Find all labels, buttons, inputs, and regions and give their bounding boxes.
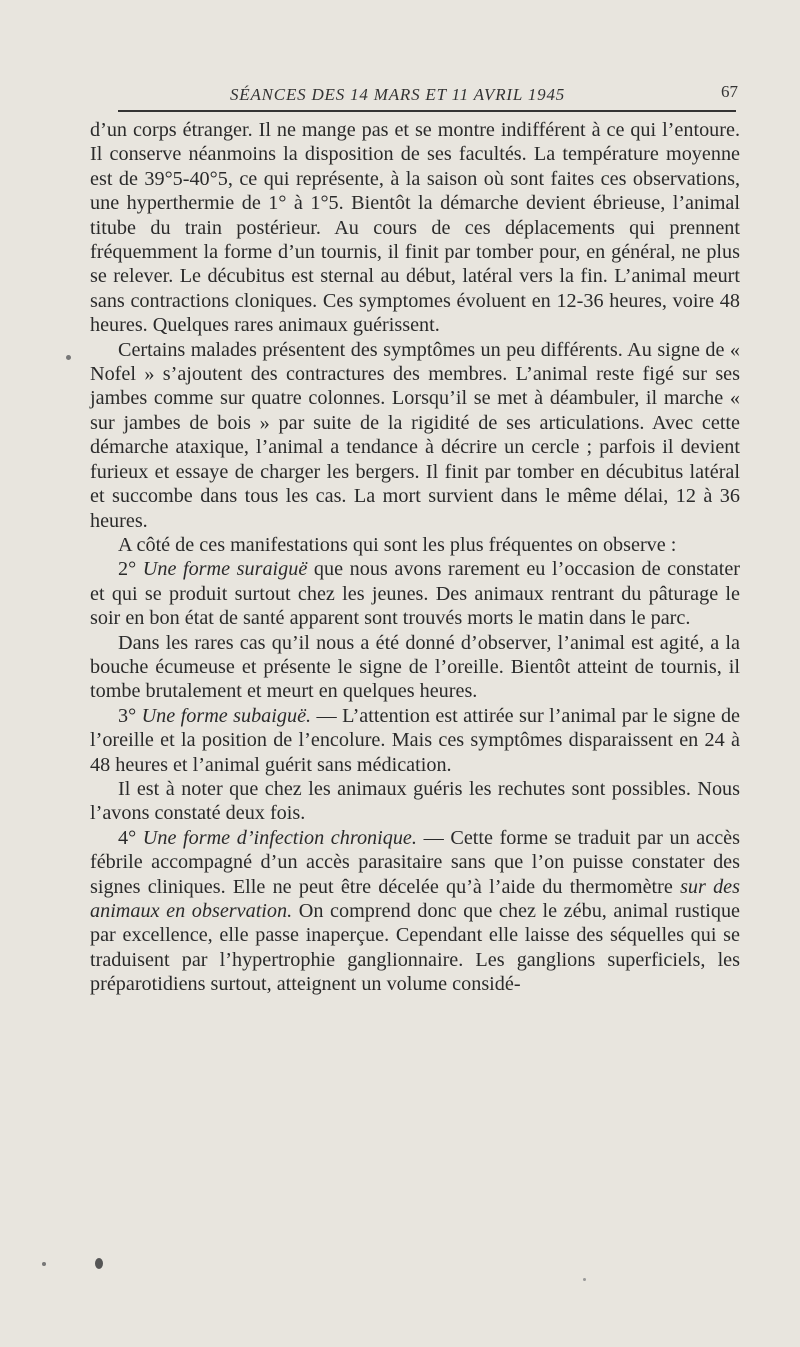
paper-speck (95, 1258, 103, 1269)
paragraph-8 (90, 826, 740, 997)
paragraph-7: Il est à noter que chez les animaux guéris les rechutes sont possibles. Nous l’avons constaté deux fois. (90, 777, 740, 825)
page-number: 67 (721, 82, 738, 101)
item-number: 2° (118, 558, 137, 581)
paragraph-3: A côté de ces manifestations qui sont les plus fréquentes on observe : (118, 533, 677, 556)
item-text: que nous avons rarement eu l’occasion de constater et qui se produit surtout chez les jeunes. Des animaux rentrant du pâturage le soir en bon état de santé apparent sont trouvés morts le matin dans le parc. (90, 558, 741, 630)
item-title: Une forme subaiguë. (141, 704, 312, 727)
paragraph-6 (90, 704, 740, 777)
paper-speck (583, 1278, 586, 1281)
item-text: — Cette forme se traduit par un accès fébrile accompagné d’un accès parasitaire sans que l’on puisse constater des signes cliniques. Elle ne peut être décelée qu’à l’aide du thermomètre (90, 826, 740, 898)
item-number: 4° (118, 826, 137, 849)
body-text (90, 118, 740, 997)
item-title: Une forme d’infection chronique. (142, 826, 417, 849)
header-title: SÉANCES DES 14 MARS ET 11 AVRIL 1945 (230, 85, 566, 104)
item-emphasis: sur des animaux en observation. (90, 875, 741, 922)
running-header (118, 79, 740, 107)
item-number: 3° (118, 704, 137, 727)
item-title: Une forme suraiguë (142, 558, 308, 581)
paragraph-2: Certains malades présentent des symptômes un peu différents. Au signe de « Nofel » s’ajoutent des contractures des membres. L’animal reste figé sur ses jambes comme sur quatre colonnes. Lorsqu’il se met à déambuler, il marche « sur jambes de bois » par suite de la rigidité de ses articulations. Avec cette démarche ataxique, l’animal a tendance à décrire un cercle ; parfois il devient furieux et essaye de charger les bergers. Il finit par tomber en décubitus latéral et succombe dans tous les cas. La mort survient dans le même délai, 12 à 36 heures. (90, 338, 740, 532)
item-text: — L’attention est attirée sur l’animal par le signe de l’oreille et la position de l’encolure. Mais ces symptômes disparaissent en 24 à 48 heures et l’animal guérit sans médication. (90, 704, 741, 776)
paragraph-4 (90, 557, 740, 630)
paragraph-5: Dans les rares cas qu’il nous a été donné d’observer, l’animal est agité, a la bouche écumeuse et présente le signe de l’oreille. Bientôt atteint de tournis, il tombe brutalement et meurt en quelques heures. (90, 631, 740, 703)
paper-speck (66, 355, 71, 360)
item-text: On comprend donc que chez le zébu, animal rustique par excellence, elle passe inaperçue. Cependant elle laisse des séquelles qui se traduisent par l’hypertrophie ganglionnaire. Les ganglions superficiels, les préparotidiens surtout, atteignent un volume considé- (90, 900, 741, 996)
paragraph-1: d’un corps étranger. Il ne mange pas et se montre indifférent à ce qui l’entoure. Il conserve néanmoins la disposition de ses facultés. La température moyenne est de 39°5-40°5, ce qui représente, à la saison où sont faites ces observations, une hyperthermie de 1° à 1°5. Bientôt la démarche devient ébrieuse, l’animal titube du train postérieur. Au cours de ces déplacements qui prennent fréquemment la forme d’un tournis, il finit par tomber pour, en général, ne plus se relever. Le décubitus est sternal au début, latéral vers la fin. L’animal meurt sans contractions cloniques. Ces symptomes évoluent en 12-36 heures, voire 48 heures. Quelques rares animaux guérissent. (90, 119, 740, 337)
paper-speck (42, 1262, 46, 1266)
header-rule (118, 110, 736, 112)
